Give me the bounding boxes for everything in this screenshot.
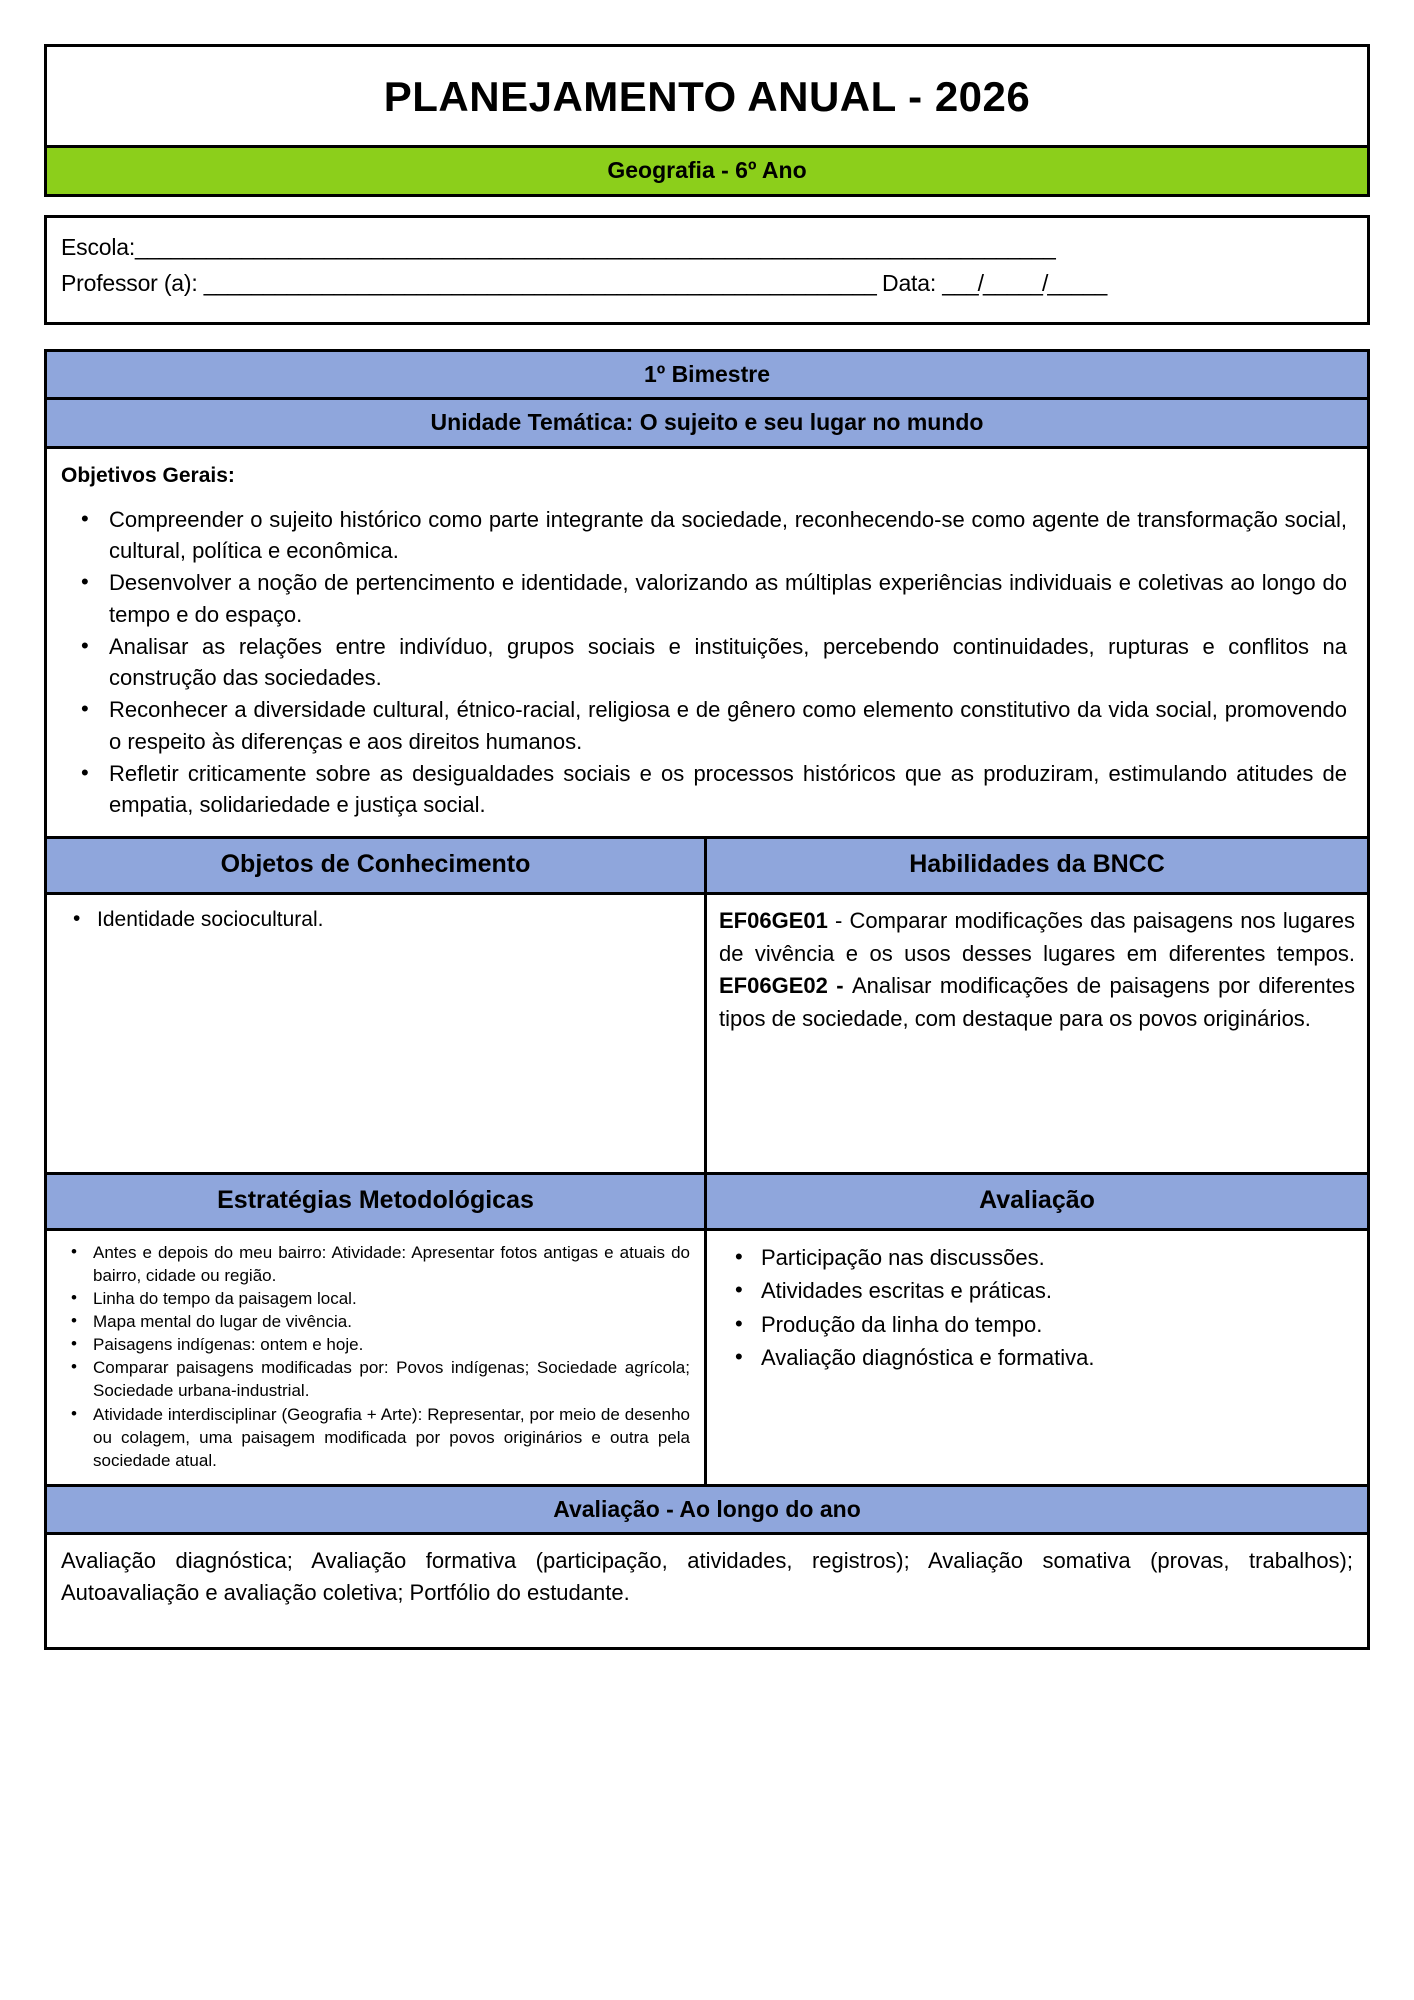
list-item: • Atividade interdisciplinar (Geografia + Arte): Representar, por meio de desenho ou colagem, uma paisagem modificada por povos originários e outra pela sociedade atual. bbox=[93, 1403, 690, 1472]
teacher-input-line[interactable]: _________________________________________________________ bbox=[203, 270, 876, 297]
bncc-code: EF06GE02 bbox=[719, 973, 828, 999]
date-label: Data: bbox=[882, 270, 937, 297]
list-item: • Comparar paisagens modificadas por: Povos indígenas; Sociedade agrícola; Sociedade urbana-industrial. bbox=[93, 1356, 690, 1402]
spacer bbox=[44, 325, 1370, 349]
methods-assessment-header-row bbox=[44, 1175, 1370, 1231]
year-assessment-text: Avaliação diagnóstica; Avaliação formativa (participação, atividades, registros); Avaliação somativa (provas, trabalhos); Autoavaliação e avaliação coletiva; Portfólio do estudante. bbox=[61, 1548, 1353, 1606]
bncc-separator: - bbox=[827, 973, 852, 999]
list-item: • Paisagens indígenas: ontem e hoje. bbox=[93, 1333, 690, 1356]
list-item: • Avaliação diagnóstica e formativa. bbox=[761, 1341, 1353, 1374]
knowledge-cell bbox=[47, 895, 707, 1172]
year-assessment-box bbox=[44, 1535, 1370, 1650]
bimester-banner: 1º Bimestre bbox=[44, 349, 1370, 400]
bncc-code: EF06GE01 bbox=[719, 908, 828, 934]
thematic-unit-banner: Unidade Temática: O sujeito e seu lugar no mundo bbox=[44, 400, 1370, 448]
column-header-skills: Habilidades da BNCC bbox=[707, 839, 1367, 892]
assessment-cell bbox=[707, 1231, 1367, 1484]
bncc-separator: - bbox=[827, 908, 850, 934]
teacher-label: Professor (a): bbox=[61, 270, 198, 297]
general-objectives-list bbox=[61, 504, 1353, 820]
spacer bbox=[44, 197, 1370, 215]
list-item: • Produção da linha do tempo. bbox=[761, 1308, 1353, 1341]
column-header-knowledge: Objetos de Conhecimento bbox=[47, 839, 707, 892]
year-assessment-banner: Avaliação - Ao longo do ano bbox=[44, 1487, 1370, 1535]
knowledge-skills-body-row bbox=[44, 895, 1370, 1175]
teacher-date-row bbox=[61, 266, 1353, 302]
list-item: • Analisar as relações entre indivíduo, grupos sociais e instituições, percebendo continuidades, rupturas e conflitos na construção das sociedades. bbox=[107, 631, 1347, 693]
methods-assessment-body-row bbox=[44, 1231, 1370, 1487]
list-item: • Refletir criticamente sobre as desigualdades sociais e os processos históricos que as produziram, estimulando atitudes de empatia, solidariedade e justiça social. bbox=[107, 758, 1347, 820]
page-title: PLANEJAMENTO ANUAL - 2026 bbox=[383, 73, 1031, 120]
identification-box bbox=[44, 215, 1370, 324]
knowledge-skills-header-row bbox=[44, 839, 1370, 895]
general-objectives-box bbox=[44, 449, 1370, 840]
skills-cell bbox=[707, 895, 1367, 1172]
column-header-methods: Estratégias Metodológicas bbox=[47, 1175, 707, 1228]
list-item: • Antes e depois do meu bairro: Atividade: Apresentar fotos antigas e atuais do bairro, cidade ou região. bbox=[93, 1241, 690, 1287]
list-item: • Desenvolver a noção de pertencimento e identidade, valorizando as múltiplas experiências individuais e coletivas ao longo do tempo e do espaço. bbox=[107, 567, 1347, 629]
methods-cell bbox=[47, 1231, 707, 1484]
school-input-line[interactable]: ______________________________________________________________________________ bbox=[135, 234, 1055, 261]
bncc-skill-paragraph bbox=[719, 905, 1355, 1035]
list-item: • Reconhecer a diversidade cultural, étnico-racial, religiosa e de gênero como elemento constitutivo da vida social, promovendo o respeito às diferenças e aos direitos humanos. bbox=[107, 694, 1347, 756]
list-item: • Atividades escritas e práticas. bbox=[761, 1274, 1353, 1307]
general-objectives-label: Objetivos Gerais: bbox=[61, 463, 235, 487]
list-item: • Linha do tempo da paisagem local. bbox=[93, 1287, 690, 1310]
school-row bbox=[61, 230, 1353, 266]
assessment-list bbox=[719, 1241, 1355, 1375]
list-item: • Mapa mental do lugar de vivência. bbox=[93, 1310, 690, 1333]
title-card bbox=[44, 44, 1370, 197]
list-item: • Participação nas discussões. bbox=[761, 1241, 1353, 1274]
list-item: • Identidade sociocultural. bbox=[97, 905, 690, 934]
knowledge-list bbox=[59, 905, 692, 934]
bncc-text: Comparar modificações das paisagens nos lugares de vivência e os usos desses lugares em diferentes tempos. bbox=[719, 908, 1355, 966]
column-header-assessment: Avaliação bbox=[707, 1175, 1367, 1228]
methods-list bbox=[59, 1241, 692, 1472]
bncc-text: Analisar modificações de paisagens por diferentes tipos de sociedade, com destaque para os povos originários. bbox=[719, 973, 1355, 1031]
list-item: • Compreender o sujeito histórico como parte integrante da sociedade, reconhecendo-se como agente de transformação social, cultural, política e econômica. bbox=[107, 504, 1347, 566]
date-input-line[interactable]: ___/_____/_____ bbox=[942, 270, 1107, 297]
subject-grade-bar: Geografia - 6º Ano bbox=[47, 145, 1367, 194]
school-label: Escola: bbox=[61, 234, 136, 261]
